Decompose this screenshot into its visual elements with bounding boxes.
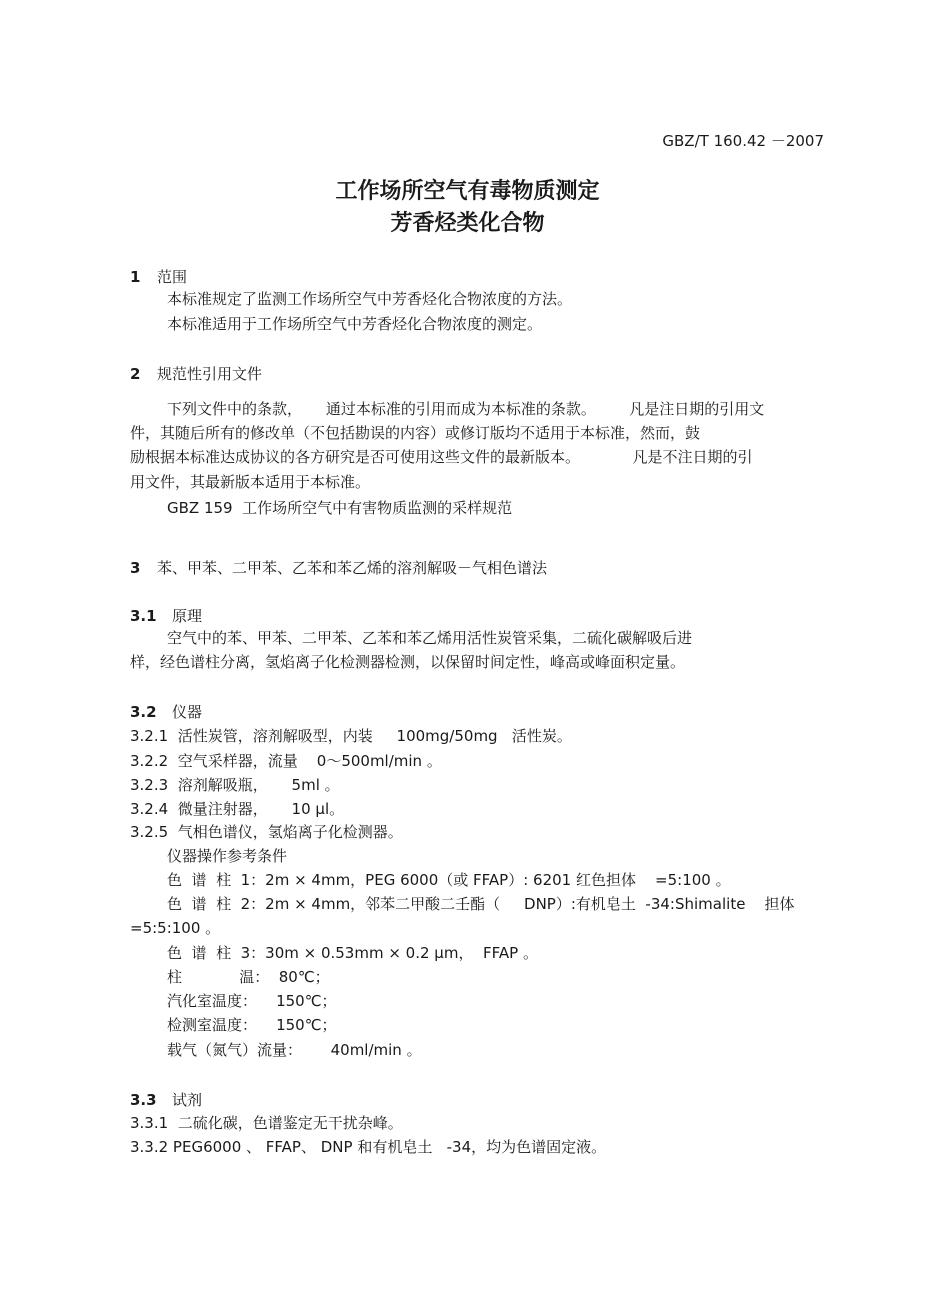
paragraph: 本标准适用于工作场所空气中芳香烃化合物浓度的测定。 — [167, 315, 543, 333]
section-number: 3 — [130, 559, 141, 577]
standard-code: GBZ/T 160.42 －2007 — [662, 132, 824, 150]
condition-line: 色 谱 柱 3：30m × 0.53mm × 0.2 μm， FFAP 。 — [167, 944, 538, 962]
condition-line: 检测室温度： 150℃； — [167, 1016, 337, 1034]
list-item: 3.2.3 溶剂解吸瓶， 5ml 。 — [130, 776, 340, 794]
section-heading: 规范性引用文件 — [157, 365, 263, 383]
section-number: 1 — [130, 268, 141, 286]
paragraph-line: 下列文件中的条款， 通过本标准的引用而成为本标准的条款。 凡是注日期的引用文 — [167, 400, 765, 418]
document-title-line2: 芳香烃类化合物 — [390, 211, 545, 236]
paragraph-line: 用文件，其最新版本适用于本标准。 — [130, 473, 371, 491]
paragraph-line: 励根据本标准达成协议的各方研究是否可使用这些文件的最新版本。 凡是不注日期的引 — [130, 448, 753, 466]
reference-item: GBZ 159 工作场所空气中有害物质监测的采样规范 — [167, 499, 513, 517]
list-item: 3.2.1 活性炭管，溶剂解吸型，内装 100mg/50mg 活性炭。 — [130, 727, 572, 745]
condition-line: 载气（氮气）流量： 40ml/min 。 — [167, 1041, 422, 1059]
paragraph: 本标准规定了监测工作场所空气中芳香烃化合物浓度的方法。 — [167, 290, 573, 308]
condition-line: 柱 温： 80℃； — [167, 968, 330, 986]
section-heading: 苯、甲苯、二甲苯、乙苯和苯乙烯的溶剂解吸－气相色谱法 — [157, 559, 548, 577]
section-heading: 原理 — [172, 607, 203, 625]
condition-line: 色 谱 柱 1：2m × 4mm，PEG 6000（或 FFAP）: 6201 红色担体 =5:100 。 — [167, 871, 731, 889]
paragraph-line: 件，其随后所有的修改单（不包括勘误的内容）或修订版均不适用于本标准，然而，鼓 — [130, 424, 701, 442]
list-item: 3.3.2 PEG6000 、 FFAP、 DNP 和有机皂土 -34，均为色谱固定液。 — [130, 1138, 607, 1156]
section-number: 3.1 — [130, 607, 157, 625]
condition-line: =5:5:100 。 — [130, 919, 221, 937]
section-number: 2 — [130, 365, 141, 383]
section-number: 3.2 — [130, 703, 157, 721]
condition-line: 汽化室温度： 150℃； — [167, 992, 337, 1010]
section-heading: 范围 — [157, 268, 188, 286]
document-title-line1: 工作场所空气有毒物质测定 — [335, 179, 600, 204]
section-number: 3.3 — [130, 1091, 157, 1109]
paragraph-line: 样，经色谱柱分离，氢焰离子化检测器检测，以保留时间定性，峰高或峰面积定量。 — [130, 653, 686, 671]
condition-line: 色 谱 柱 2：2m × 4mm，邻苯二甲酸二壬酯（ DNP）:有机皂土 -34:Shimalite 担体 — [167, 895, 795, 913]
list-item: 3.2.4 微量注射器， 10 μl。 — [130, 800, 345, 818]
section-heading: 试剂 — [172, 1091, 203, 1109]
conditions-title: 仪器操作参考条件 — [167, 847, 288, 865]
list-item: 3.2.5 气相色谱仪，氢焰离子化检测器。 — [130, 823, 403, 841]
paragraph-line: 空气中的苯、甲苯、二甲苯、乙苯和苯乙烯用活性炭管采集，二硫化碳解吸后进 — [167, 629, 693, 647]
list-item: 3.2.2 空气采样器，流量 0～500ml/min 。 — [130, 752, 442, 770]
list-item: 3.3.1 二硫化碳，色谱鉴定无干扰杂峰。 — [130, 1114, 403, 1132]
section-heading: 仪器 — [172, 703, 203, 721]
